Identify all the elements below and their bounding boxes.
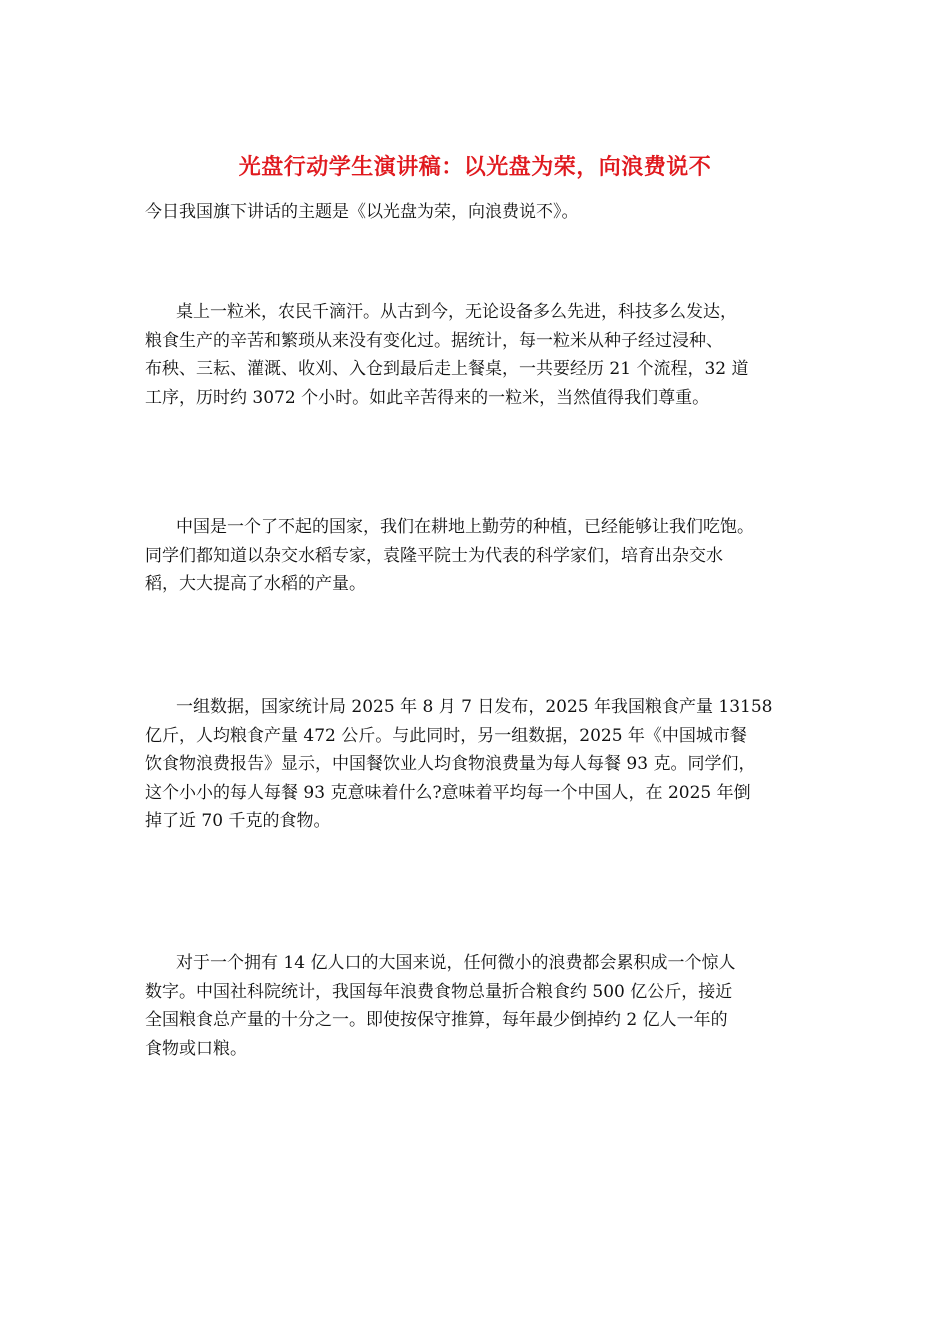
- paragraph-line: 饮食物浪费报告》显示，中国餐饮业人均食物浪费量为每人每餐 93 克。同学们，: [145, 754, 756, 774]
- paragraph-line: 数字。中国社科院统计，我国每年浪费食物总量折合粮食约 500 亿公斤，接近: [145, 981, 733, 1002]
- intro-line: 今日我国旗下讲话的主题是《以光盘为荣，向浪费说不》。: [145, 202, 579, 222]
- paragraph-line: 桌上一粒米，农民千滴汗。从古到今，无论设备多么先进，科技多么发达，: [176, 302, 737, 322]
- paragraph-line: 全国粮食总产量的十分之一。即使按保守推算，每年最少倒掉约 2 亿人一年的: [145, 1010, 728, 1030]
- paragraph-line: 工序，历时约 3072 个小时。如此辛苦得来的一粒米，当然值得我们尊重。: [145, 387, 710, 408]
- paragraph-2: [145, 513, 815, 599]
- paragraph-4: [145, 949, 815, 1063]
- paragraph-line: 对于一个拥有 14 亿人口的大国来说，任何微小的浪费都会累积成一个惊人: [176, 953, 736, 973]
- document-title: 光盘行动学生演讲稿：以光盘为荣，向浪费说不: [238, 155, 712, 180]
- paragraph-line: 布秧、三耘、灌溉、收刈、入仓到最后走上餐桌，一共要经历 21 个流程，32 道: [145, 359, 749, 379]
- paragraph-line: 粮食生产的辛苦和繁琐从来没有变化过。据统计，每一粒米从种子经过浸种、: [145, 330, 723, 351]
- paragraph-line: 这个小小的每人每餐 93 克意味着什么?意味着平均每一个中国人，在 2025 年倒: [145, 782, 751, 803]
- paragraph-line: 中国是一个了不起的国家，我们在耕地上勤劳的种植，已经能够让我们吃饱。: [176, 517, 754, 537]
- paragraph-1: [145, 298, 815, 412]
- paragraph-line: 一组数据，国家统计局 2025 年 8 月 7 日发布，2025 年我国粮食产量 13158: [176, 697, 773, 717]
- paragraph-line: 食物或口粮。: [145, 1038, 247, 1059]
- paragraph-line: 亿斤，人均粮食产量 472 公斤。与此同时，另一组数据，2025 年《中国城市餐: [145, 725, 747, 746]
- paragraph-line: 同学们都知道以杂交水稻专家，袁隆平院士为代表的科学家们，培育出杂交水: [145, 545, 723, 566]
- paragraph-3: [145, 693, 815, 836]
- paragraph-line: 稻，大大提高了水稻的产量。: [145, 574, 366, 594]
- paragraph-line: 掉了近 70 千克的食物。: [145, 811, 331, 831]
